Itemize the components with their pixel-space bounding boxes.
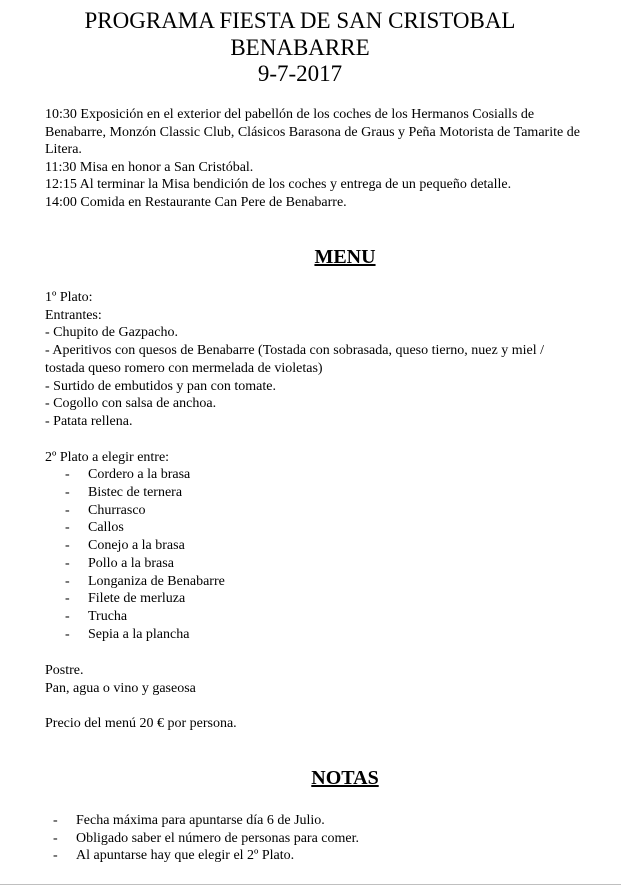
dash-bullet: - — [65, 609, 70, 624]
main-dish-label: Sepia a la plancha — [88, 626, 190, 642]
price-section — [45, 715, 585, 733]
main-dish-item — [65, 573, 465, 591]
starter-item: - Aperitivos con quesos de Benabarre (Tostada con sobrasada, queso tierno, nuez y miel / tostada queso romero con mermelada de violetas) — [45, 343, 544, 376]
dash-bullet: - — [53, 813, 58, 828]
dash-bullet: - — [65, 520, 70, 536]
notes-list — [53, 812, 553, 865]
drinks-label: Pan, agua o vino y gaseosa — [45, 680, 196, 696]
main-dish-item — [65, 484, 465, 502]
program-item: 12:15 Al terminar la Misa bendición de los coches y entrega de un pequeño detalle. — [45, 177, 512, 192]
note-item — [53, 812, 553, 830]
menu-heading: MENU — [314, 246, 376, 268]
notes-heading: NOTAS — [311, 767, 379, 789]
second-course-label: 2º Plato a elegir entre: — [45, 450, 170, 465]
dash-bullet: - — [53, 830, 58, 846]
main-dish-label: Callos — [88, 520, 124, 536]
main-dish-item — [65, 466, 465, 484]
main-dish-label: Filete de merluza — [88, 591, 186, 607]
starters-label: Entrantes: — [45, 307, 102, 323]
note-item — [53, 830, 553, 848]
main-dish-label: Longaniza de Benabarre — [88, 573, 225, 589]
note-item — [53, 847, 553, 865]
main-dish-label: Cordero a la brasa — [88, 467, 191, 482]
dash-bullet: - — [65, 538, 70, 553]
dash-bullet: - — [65, 573, 70, 589]
dash-bullet: - — [65, 484, 70, 500]
note-text: Fecha máxima para apuntarse día 6 de Julio. — [76, 813, 325, 828]
first-course-label: 1º Plato: — [45, 290, 93, 305]
menu-price: Precio del menú 20 € por persona. — [45, 716, 237, 731]
starter-item: - Chupito de Gazpacho. — [45, 325, 178, 341]
program-item: 10:30 Exposición en el exterior del pabellón de los coches de los Hermanos Cosialls de Benabarre, Monzón Classic Club, Clásicos Barasona de Graus y Peña Motorista de Tamarite de Litera. — [45, 107, 580, 157]
main-dish-label: Pollo a la brasa — [88, 555, 174, 571]
note-text: Al apuntarse hay que elegir el 2º Plato. — [76, 848, 295, 864]
event-date: 9-7-2017 — [257, 61, 343, 86]
dash-bullet: - — [53, 848, 58, 864]
main-dish-item — [65, 537, 465, 555]
main-dish-label: Conejo a la brasa — [88, 538, 185, 553]
dash-bullet: - — [65, 502, 70, 518]
note-text: Obligado saber el número de personas para comer. — [76, 830, 360, 846]
title-line-1: PROGRAMA FIESTA DE SAN CRISTOBAL — [84, 8, 516, 33]
starter-item: - Patata rellena. — [45, 413, 133, 429]
second-course-section — [45, 449, 585, 467]
main-dish-label: Trucha — [88, 609, 128, 624]
program-item: 11:30 Misa en honor a San Cristóbal. — [45, 159, 254, 175]
dessert-label: Postre. — [45, 663, 84, 678]
main-dish-label: Churrasco — [88, 502, 146, 518]
dash-bullet: - — [65, 467, 70, 482]
program-item: 14:00 Comida en Restaurante Can Pere de Benabarre. — [45, 194, 347, 210]
starter-item: - Surtido de embutidos y pan con tomate. — [45, 378, 276, 394]
main-dish-item — [65, 626, 465, 644]
main-dish-item — [65, 519, 465, 537]
dash-bullet: - — [65, 591, 70, 607]
dash-bullet: - — [65, 626, 70, 642]
main-dish-label: Bistec de ternera — [88, 484, 183, 500]
main-dish-item — [65, 502, 465, 520]
first-course-section — [45, 289, 585, 431]
dessert-section — [45, 662, 585, 697]
main-dish-item — [65, 590, 465, 608]
main-dish-item — [65, 608, 465, 626]
title-line-2: BENABARRE — [230, 35, 370, 60]
second-course-list — [65, 466, 465, 644]
starter-item: - Cogollo con salsa de anchoa. — [45, 396, 217, 412]
program-schedule — [45, 106, 585, 211]
main-dish-item — [65, 555, 465, 573]
dash-bullet: - — [65, 555, 70, 571]
